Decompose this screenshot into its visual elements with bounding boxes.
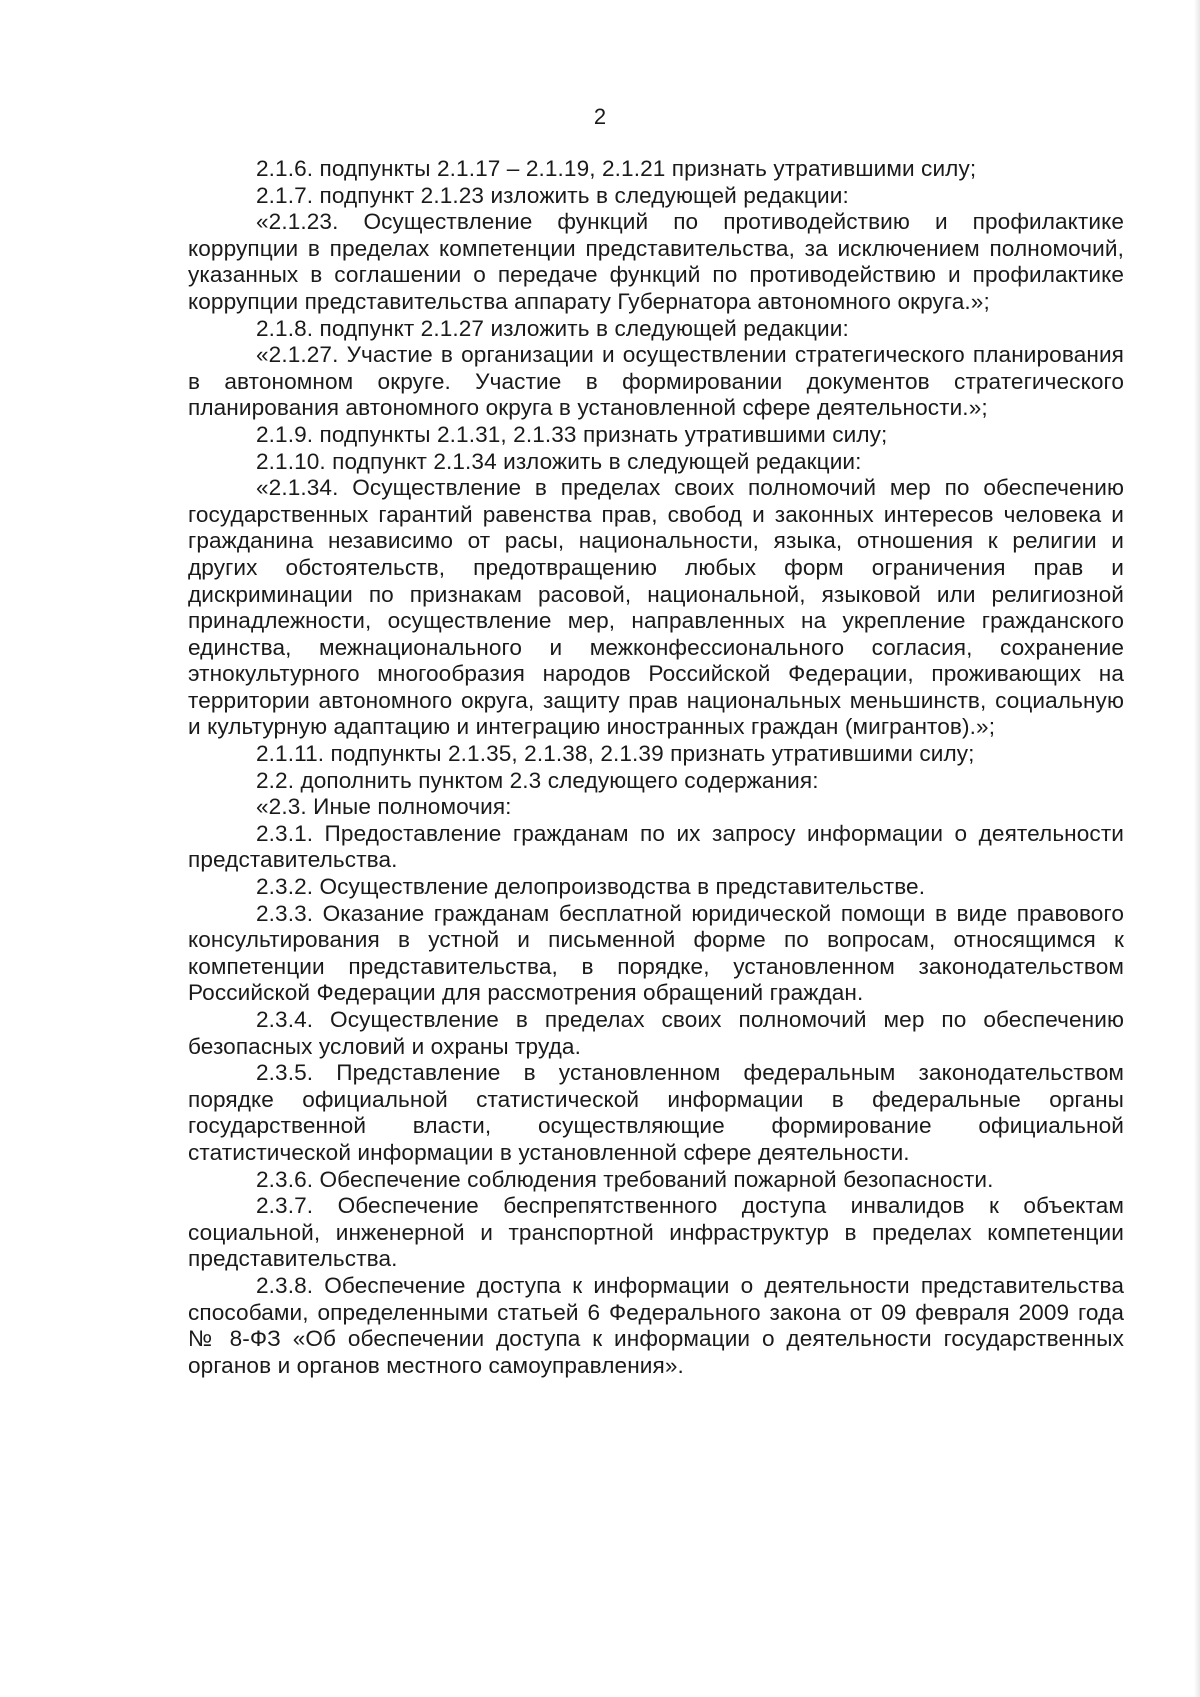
paragraph-2-3-5: 2.3.5. Представление в установленном федеральным законодательством порядке официальной статистической информации в федеральные органы государственной власти, осуществляющие формирование официальной статистической информации в установленной сфере деятельности. [188,1060,1124,1165]
paragraph-2-1-34-text: «2.1.34. Осуществление в пределах своих полномочий мер по обеспечению государственных гарантий равенства прав, свобод и законных интересов человека и гражданина независимо от расы, национальности, языка, отношения к религии и других обстоятельств, предотвращению любых форм ограничения прав и дискриминации по признакам расовой, национальной, языковой или религиозной принадлежности, осуществление мер, направленных на укрепление гражданского единства, межнационального и межконфессионального согласия, сохранение этнокультурного многообразия народов Российской Федерации, проживающих на территории автономного округа, защиту прав национальных меньшинств, социальную и культурную адаптацию и интеграцию иностранных граждан (мигрантов).»; [188,475,1124,740]
paragraph-2-3-8: 2.3.8. Обеспечение доступа к информации о деятельности представительства способами, определенными статьей 6 Федерального закона от 09 февраля 2009 года № 8-ФЗ «Об обеспечении доступа к информации о деятельности государственных органов и органов местного самоуправления». [188,1272,1124,1378]
paragraph-2-2: 2.2. дополнить пунктом 2.3 следующего содержания: [256,767,819,793]
paragraph-2-1-8: 2.1.8. подпункт 2.1.27 изложить в следующей редакции: [256,315,849,341]
page-edge-shadow [1194,0,1200,1697]
paragraph-2-3-4: 2.3.4. Осуществление в пределах своих полномочий мер по обеспечению безопасных условий и охраны труда. [188,1007,1124,1059]
paragraph-2-3-6: 2.3.6. Обеспечение соблюдения требований пожарной безопасности. [256,1166,994,1192]
paragraph-2-1-23-text: «2.1.23. Осуществление функций по противодействию и профилактике коррупции в пределах компетенции представительства, за исключением полномочий, указанных в соглашении о передаче функций по противодействию и профилактике коррупции представительства аппарату Губернатора автономного округа.»; [188,209,1124,314]
paragraph-2-1-10: 2.1.10. подпункт 2.1.34 изложить в следующей редакции: [256,448,862,474]
paragraph-2-3-1: 2.3.1. Предоставление гражданам по их запросу информации о деятельности представительства. [188,820,1124,873]
paragraph-2-1-11: 2.1.11. подпункты 2.1.35, 2.1.38, 2.1.39 признать утратившими силу; [256,741,975,767]
page-number: 2 [593,104,607,129]
paragraph-2-1-27-text: «2.1.27. Участие в организации и осуществлении стратегического планирования в автономном округе. Участие в формировании документов стратегического планирования автономного округа в установленной сфере деятельности.»; [188,342,1124,421]
document-body [188,156,1124,1379]
paragraph-2-1-9: 2.1.9. подпункты 2.1.31, 2.1.33 признать утратившими силу; [256,421,888,447]
paragraph-2-3-7: 2.3.7. Обеспечение беспрепятственного доступа инвалидов к объектам социальной, инженерной и транспортной инфраструктур в пределах компетенции представительства. [188,1193,1124,1272]
paragraph-2-3-heading: «2.3. Иные полномочия: [256,794,512,820]
paragraph-2-3-2: 2.3.2. Осуществление делопроизводства в представительстве. [256,874,926,900]
paragraph-2-3-3: 2.3.3. Оказание гражданам бесплатной юридической помощи в виде правового консультирования в устной и письменной форме по вопросам, относящимся к компетенции представительства, в порядке, установленном законодательством Российской Федерации для рассмотрения обращений граждан. [188,900,1124,1006]
paragraph-2-1-7: 2.1.7. подпункт 2.1.23 изложить в следующей редакции: [256,182,849,208]
paragraph-2-1-6: 2.1.6. подпункты 2.1.17 – 2.1.19, 2.1.21 признать утратившими силу; [256,156,977,181]
